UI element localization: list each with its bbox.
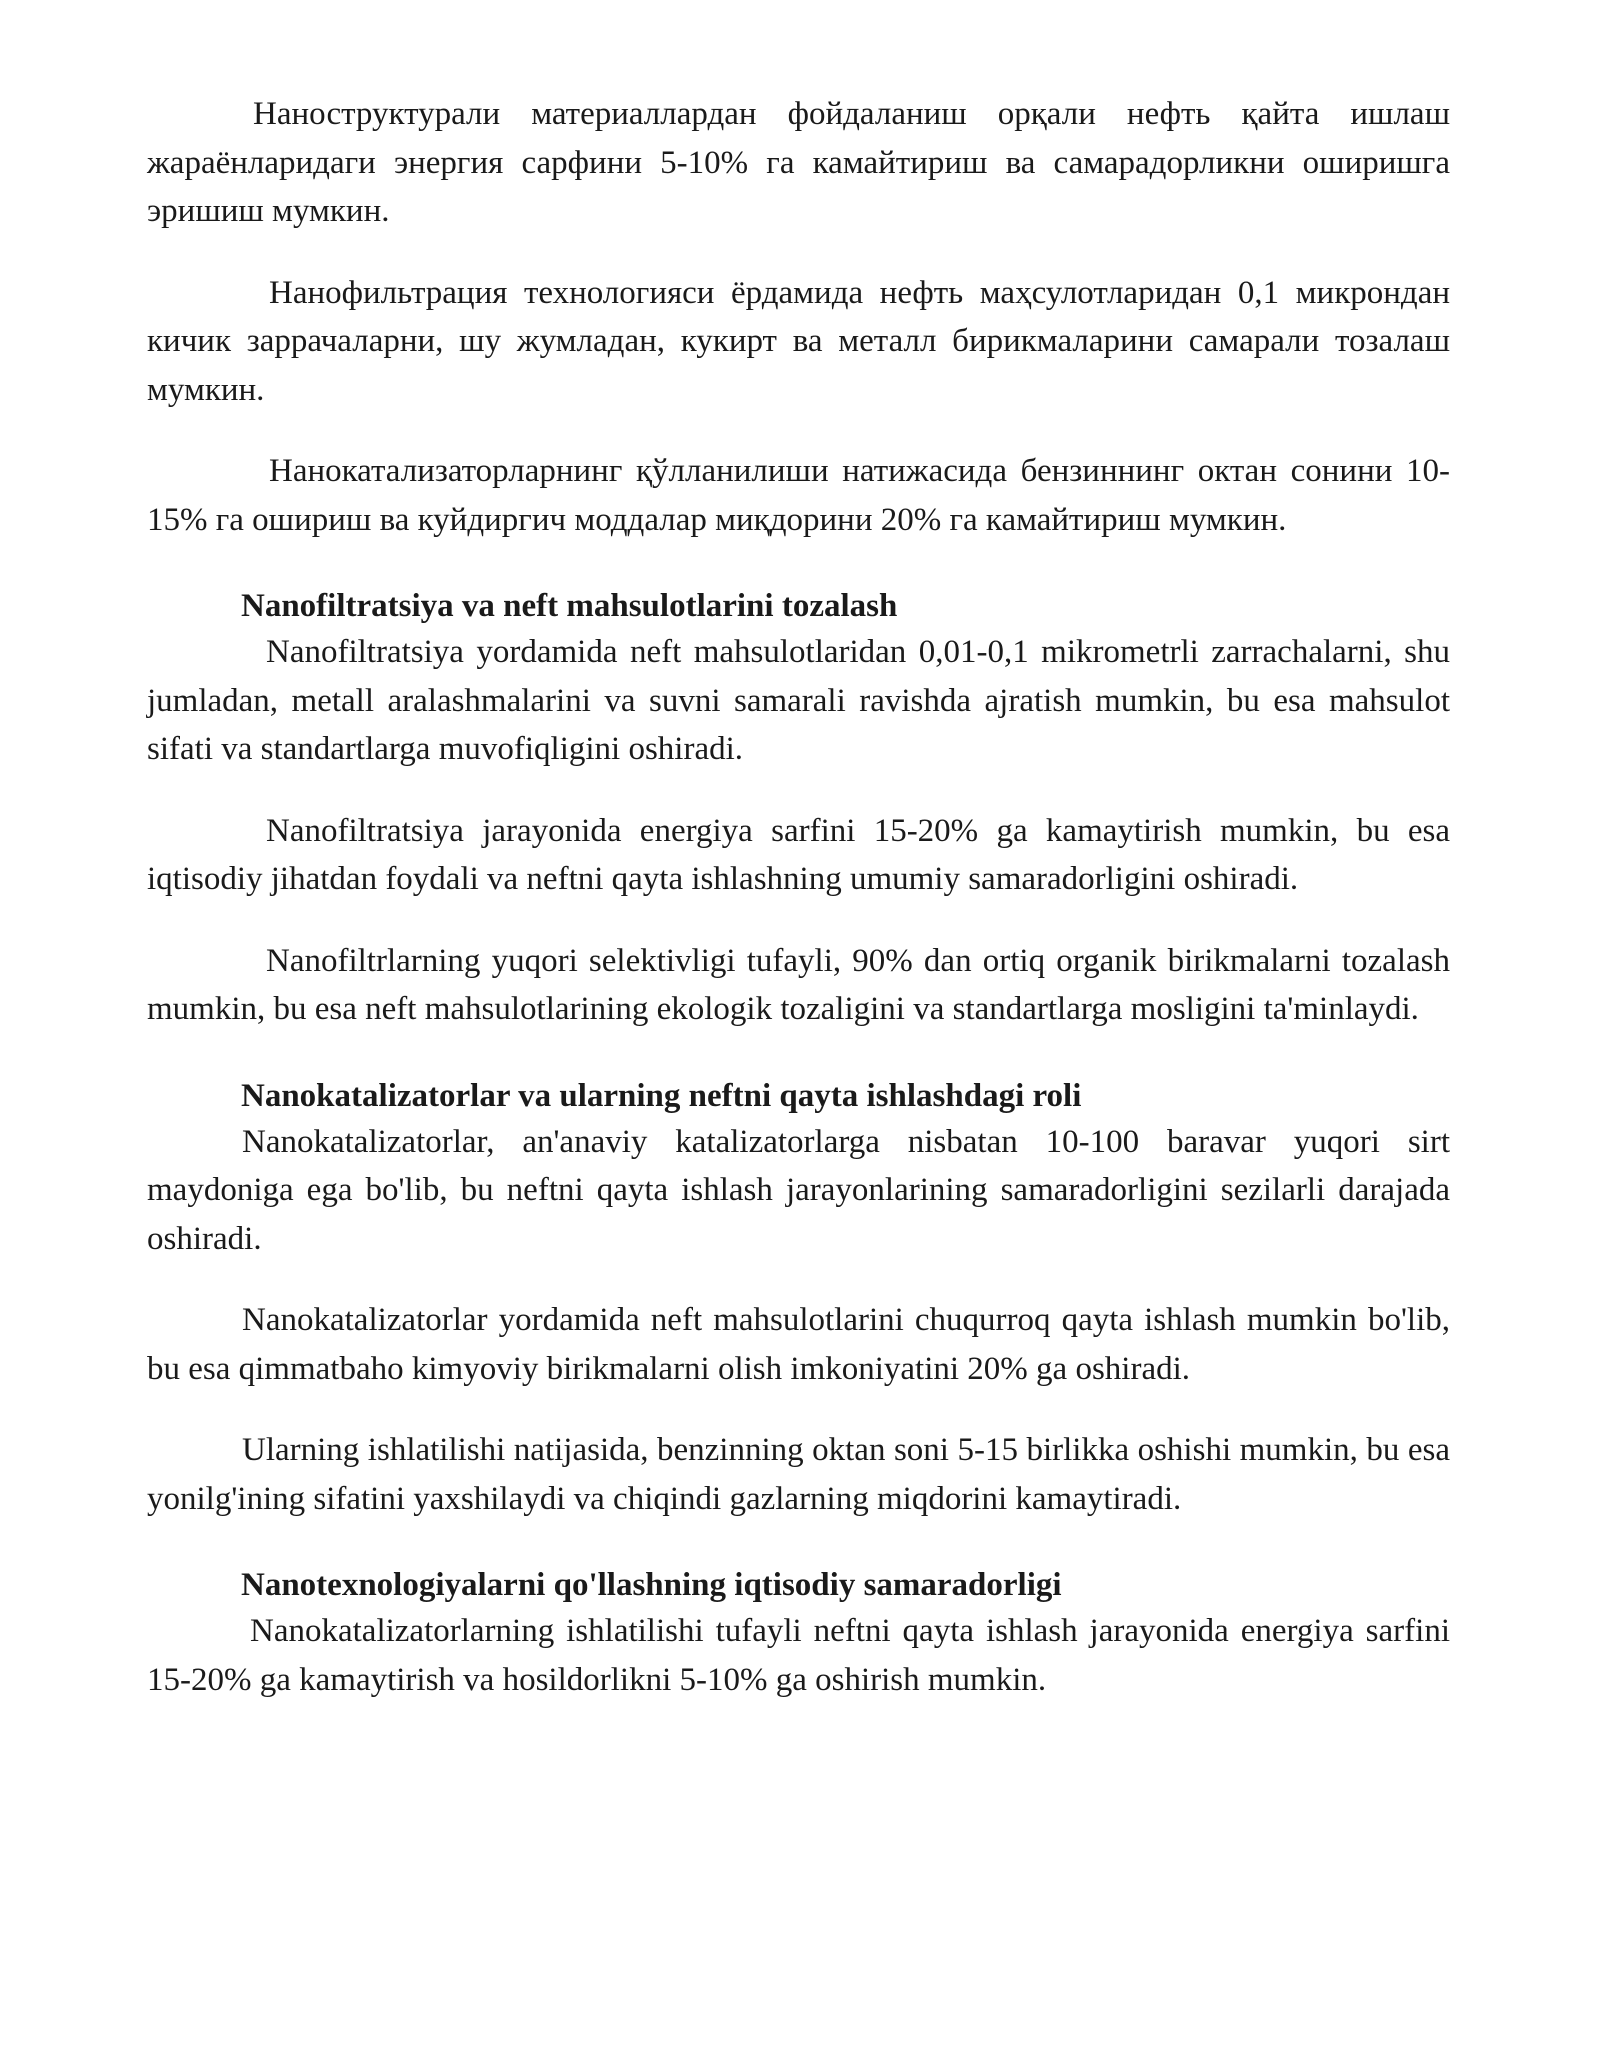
paragraph-cyrillic-3: Нанокатализаторларнинг қўлланилиши натижасида бензиннинг октан сонини 10-15% га ошириш ва куйдиргич моддалар миқдорини 20% га камайтириш мумкин. (147, 453, 1450, 538)
section-heading-nanocatalysts: Nanokatalizatorlar va ularning neftni qayta ishlashdagi roli (241, 1077, 1082, 1114)
paragraph-cyrillic-2: Нанофильтрация технологияси ёрдамида нефть маҳсулотларидан 0,1 микрондан кичик заррачаларни, шу жумладан, кукирт ва металл бирикмаларини самарали тозалаш мумкин. (147, 274, 1450, 408)
paragraph-economic-1: Nanokatalizatorlarning ishlatilishi tufayli neftni qayta ishlash jarayonida energiya sarfini 15-20% ga kamaytirish va hosildorlikni 5-10% ga oshirish mumkin. (147, 1613, 1450, 1698)
section-heading-economic-efficiency: Nanotexnologiyalarni qo'llashning iqtisodiy samaradorligi (241, 1567, 1062, 1603)
paragraph-nanofiltration-1: Nanofiltratsiya yordamida neft mahsulotlaridan 0,01-0,1 mikrometrli zarrachalarni, shu jumladan, metall aralashmalarini va suvni samarali ravishda ajratish mumkin, bu esa mahsulot sifati va standartlarga muvofiqligini oshiradi. (147, 634, 1450, 767)
document-page (147, 90, 1450, 1704)
paragraph-nanofiltration-2: Nanofiltratsiya jarayonida energiya sarfini 15-20% ga kamaytirish mumkin, bu esa iqtisodiy jihatdan foydali va neftni qayta ishlashning umumiy samaradorligini oshiradi. (147, 812, 1450, 897)
paragraph-nanofiltration-3: Nanofiltrlarning yuqori selektivligi tufayli, 90% dan ortiq organik birikmalarni tozalash mumkin, bu esa neft mahsulotlarining ekologik tozaligini va standartlarga mosligini ta'minlaydi. (147, 942, 1450, 1027)
paragraph-nanocatalysts-3: Ularning ishlatilishi natijasida, benzinning oktan soni 5-15 birlikka oshishi mumkin, bu esa yonilg'ining sifatini yaxshilaydi va chiqindi gazlarning miqdorini kamaytiradi. (147, 1432, 1450, 1517)
paragraph-nanocatalysts-2: Nanokatalizatorlar yordamida neft mahsulotlarini chuqurroq qayta ishlash mumkin bo'lib, bu esa qimmatbaho kimyoviy birikmalarni olish imkoniyatini 20% ga oshiradi. (147, 1302, 1450, 1387)
paragraph-cyrillic-1: Наноструктурали материаллардан фойдаланиш орқали нефть қайта ишлаш жараёнларидаги энергия сарфини 5-10% га камайтириш ва самарадорликни оширишга эришиш мумкин. (147, 96, 1450, 229)
section-heading-nanofiltration: Nanofiltratsiya va neft mahsulotlarini tozalash (241, 588, 898, 624)
paragraph-nanocatalysts-1: Nanokatalizatorlar, an'anaviy katalizatorlarga nisbatan 10-100 baravar yuqori sirt maydoniga ega bo'lib, bu neftni qayta ishlash jarayonlarining samaradorligini sezilarli darajada oshiradi. (147, 1123, 1450, 1257)
